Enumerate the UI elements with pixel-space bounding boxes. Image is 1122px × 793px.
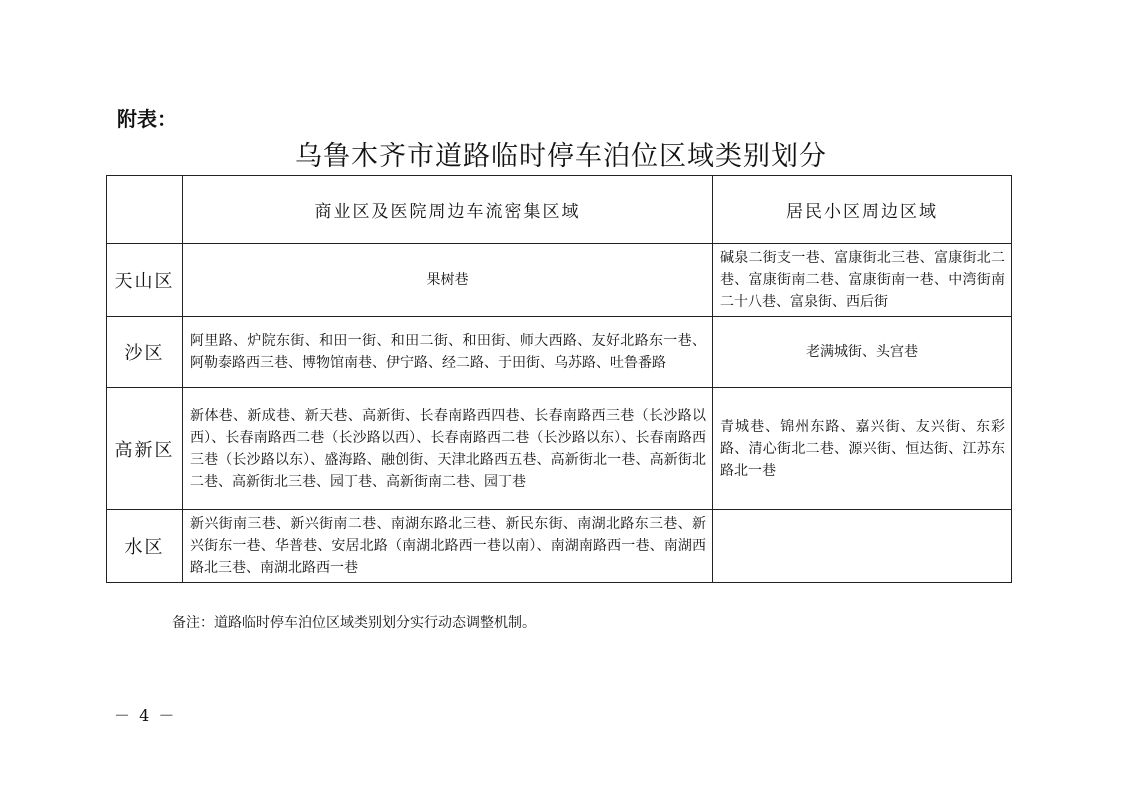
commercial-roads: 果树巷 bbox=[183, 244, 713, 317]
table-row-shuiqu bbox=[107, 510, 1012, 583]
residential-roads: 青城巷、锦州东路、嘉兴街、友兴街、东彩路、清心街北二巷、源兴街、恒达街、江苏东路北一巷 bbox=[713, 388, 1012, 510]
residential-roads bbox=[713, 510, 1012, 583]
table-header-row bbox=[107, 176, 1012, 244]
parking-zone-table bbox=[106, 175, 1012, 583]
district-name: 高新区 bbox=[107, 388, 183, 510]
commercial-roads: 新体巷、新成巷、新天巷、高新街、长春南路西四巷、长春南路西三巷（长沙路以西）、长春南路西二巷（长沙路以西）、长春南路西二巷（长沙路以东）、长春南路西三巷（长沙路以东）、盛海路、融创街、天津北路西五巷、高新街北一巷、高新街北二巷、高新街北三巷、园丁巷、高新街南二巷、园丁巷 bbox=[183, 388, 713, 510]
commercial-roads: 新兴街南三巷、新兴街南二巷、南湖东路北三巷、新民东街、南湖北路东三巷、新兴街东一巷、华普巷、安居北路（南湖北路西一巷以南）、南湖南路西一巷、南湖西路北三巷、南湖北路西一巷 bbox=[183, 510, 713, 583]
header-residential-zone: 居民小区周边区域 bbox=[713, 176, 1012, 244]
page-number: － 4 － bbox=[114, 706, 177, 725]
district-name: 水区 bbox=[107, 510, 183, 583]
header-district bbox=[107, 176, 183, 244]
footnote: 备注：道路临时停车泊位区域类别划分实行动态调整机制。 bbox=[172, 615, 536, 631]
commercial-roads: 阿里路、炉院东街、和田一街、和田二街、和田街、师大西路、友好北路东一巷、阿勒泰路西三巷、博物馆南巷、伊宁路、经二路、于田街、乌苏路、吐鲁番路 bbox=[183, 317, 713, 388]
residential-roads: 碱泉二街支一巷、富康街北三巷、富康街北二巷、富康街南二巷、富康街南一巷、中湾街南二十八巷、富泉街、西后街 bbox=[713, 244, 1012, 317]
header-commercial-zone: 商业区及医院周边车流密集区域 bbox=[183, 176, 713, 244]
residential-roads: 老满城街、头宫巷 bbox=[713, 317, 1012, 388]
table-row-gaoxin bbox=[107, 388, 1012, 510]
table-row-shaqu bbox=[107, 317, 1012, 388]
district-name: 天山区 bbox=[107, 244, 183, 317]
table-row-tianshan bbox=[107, 244, 1012, 317]
district-name: 沙区 bbox=[107, 317, 183, 388]
document-title: 乌鲁木齐市道路临时停车泊位区域类别划分 bbox=[295, 141, 827, 172]
attachment-label: 附表： bbox=[117, 107, 177, 131]
